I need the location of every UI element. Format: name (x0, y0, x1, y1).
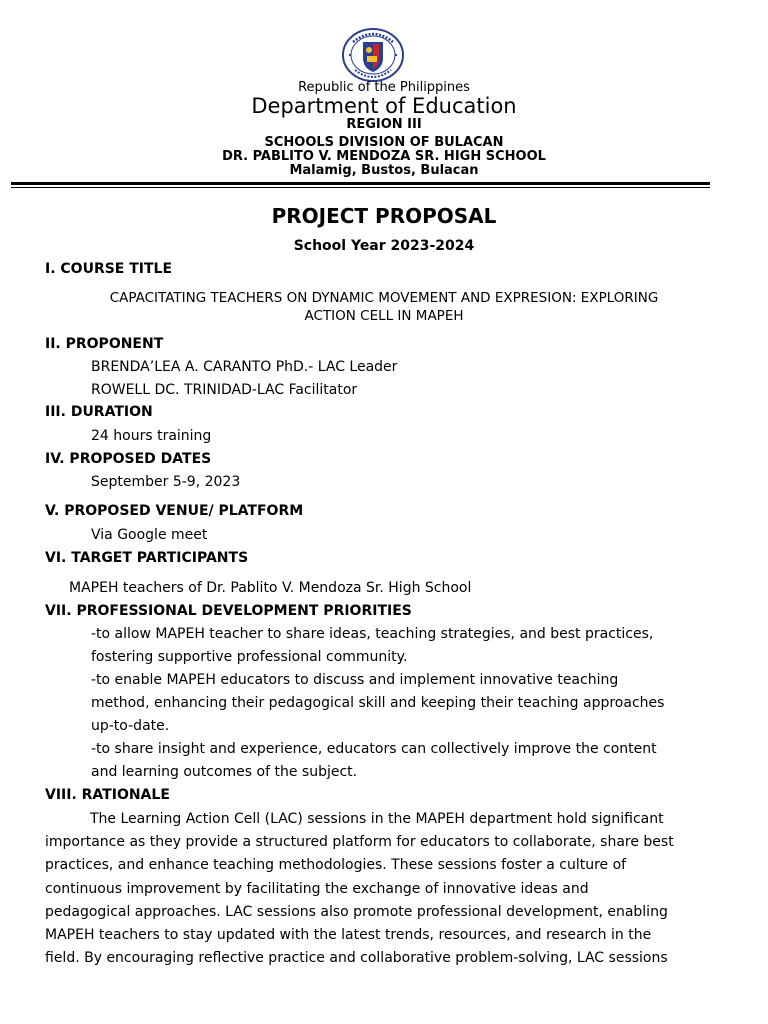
rationale-line: continuous improvement by facilitating the exchange of innovative ideas and (45, 880, 589, 897)
school-name: DR. PABLITO V. MENDOZA SR. HIGH SCHOOL (222, 149, 546, 164)
rationale-line: field. By encouraging reflective practice and collaborative problem-solving, LAC sessions (45, 950, 668, 967)
proposed-dates-value: September 5-9, 2023 (91, 474, 241, 490)
course-title-line: CAPACITATING TEACHERS ON DYNAMIC MOVEMENT AND EXPRESION: EXPLORING (109, 290, 659, 306)
header-divider-thick (11, 182, 710, 185)
course-title-heading: I. COURSE TITLE (45, 261, 173, 277)
rationale-line: practices, and enhance teaching methodologies. These sessions foster a culture of (45, 857, 627, 874)
department-name: Department of Education (251, 94, 517, 118)
priorities-line: -to allow MAPEH teacher to share ideas, teaching strategies, and best practices, (91, 626, 654, 642)
deped-seal-logo (341, 28, 405, 82)
priorities-line: -to share insight and experience, educators can collectively improve the content (91, 741, 657, 757)
school-address: Malamig, Bustos, Bulacan (289, 163, 479, 178)
proponent-leader: BRENDA’LEA A. CARANTO PhD.- LAC Leader (91, 359, 398, 375)
priorities-line: method, enhancing their pedagogical skill and keeping their teaching approaches (91, 695, 665, 711)
priorities-line: fostering supportive professional community. (91, 649, 408, 665)
course-title-line: ACTION CELL IN MAPEH (304, 308, 464, 324)
rationale-line: pedagogical approaches. LAC sessions also promote professional development, enabling (45, 903, 668, 920)
header-divider-thin (11, 187, 710, 188)
duration-value: 24 hours training (91, 428, 212, 444)
course-title-text (40, 289, 728, 325)
proposed-dates-heading: IV. PROPOSED DATES (45, 451, 212, 467)
proponent-facilitator: ROWELL DC. TRINIDAD-LAC Facilitator (91, 382, 358, 398)
proponent-heading: II. PROPONENT (45, 336, 164, 352)
venue-heading: V. PROPOSED VENUE/ PLATFORM (45, 503, 304, 519)
priorities-heading: VII. PROFESSIONAL DEVELOPMENT PRIORITIES (45, 603, 412, 619)
school-year: School Year 2023-2024 (293, 238, 475, 254)
venue-value: Via Google meet (91, 527, 208, 543)
division-label: SCHOOLS DIVISION OF BULACAN (264, 135, 504, 150)
document-title: PROJECT PROPOSAL (271, 204, 497, 228)
duration-heading: III. DURATION (45, 404, 153, 420)
rationale-line: importance as they provide a structured platform for educators to collaborate, share best (45, 834, 674, 851)
priorities-line: and learning outcomes of the subject. (91, 764, 358, 780)
rationale-heading: VIII. RATIONALE (45, 787, 170, 803)
region-label: REGION III (346, 117, 422, 132)
priorities-line: up-to-date. (91, 718, 170, 734)
rationale-paragraph (45, 808, 730, 970)
participants-value: MAPEH teachers of Dr. Pablito V. Mendoza Sr. High School (69, 580, 472, 596)
rationale-line: MAPEH teachers to stay updated with the latest trends, resources, and research in the (45, 927, 652, 944)
republic-label: Republic of the Philippines (298, 80, 470, 95)
participants-heading: VI. TARGET PARTICIPANTS (45, 550, 249, 566)
priorities-line: -to enable MAPEH educators to discuss and implement innovative teaching (91, 672, 619, 688)
rationale-line: The Learning Action Cell (LAC) sessions in the MAPEH department hold significant (90, 811, 664, 827)
